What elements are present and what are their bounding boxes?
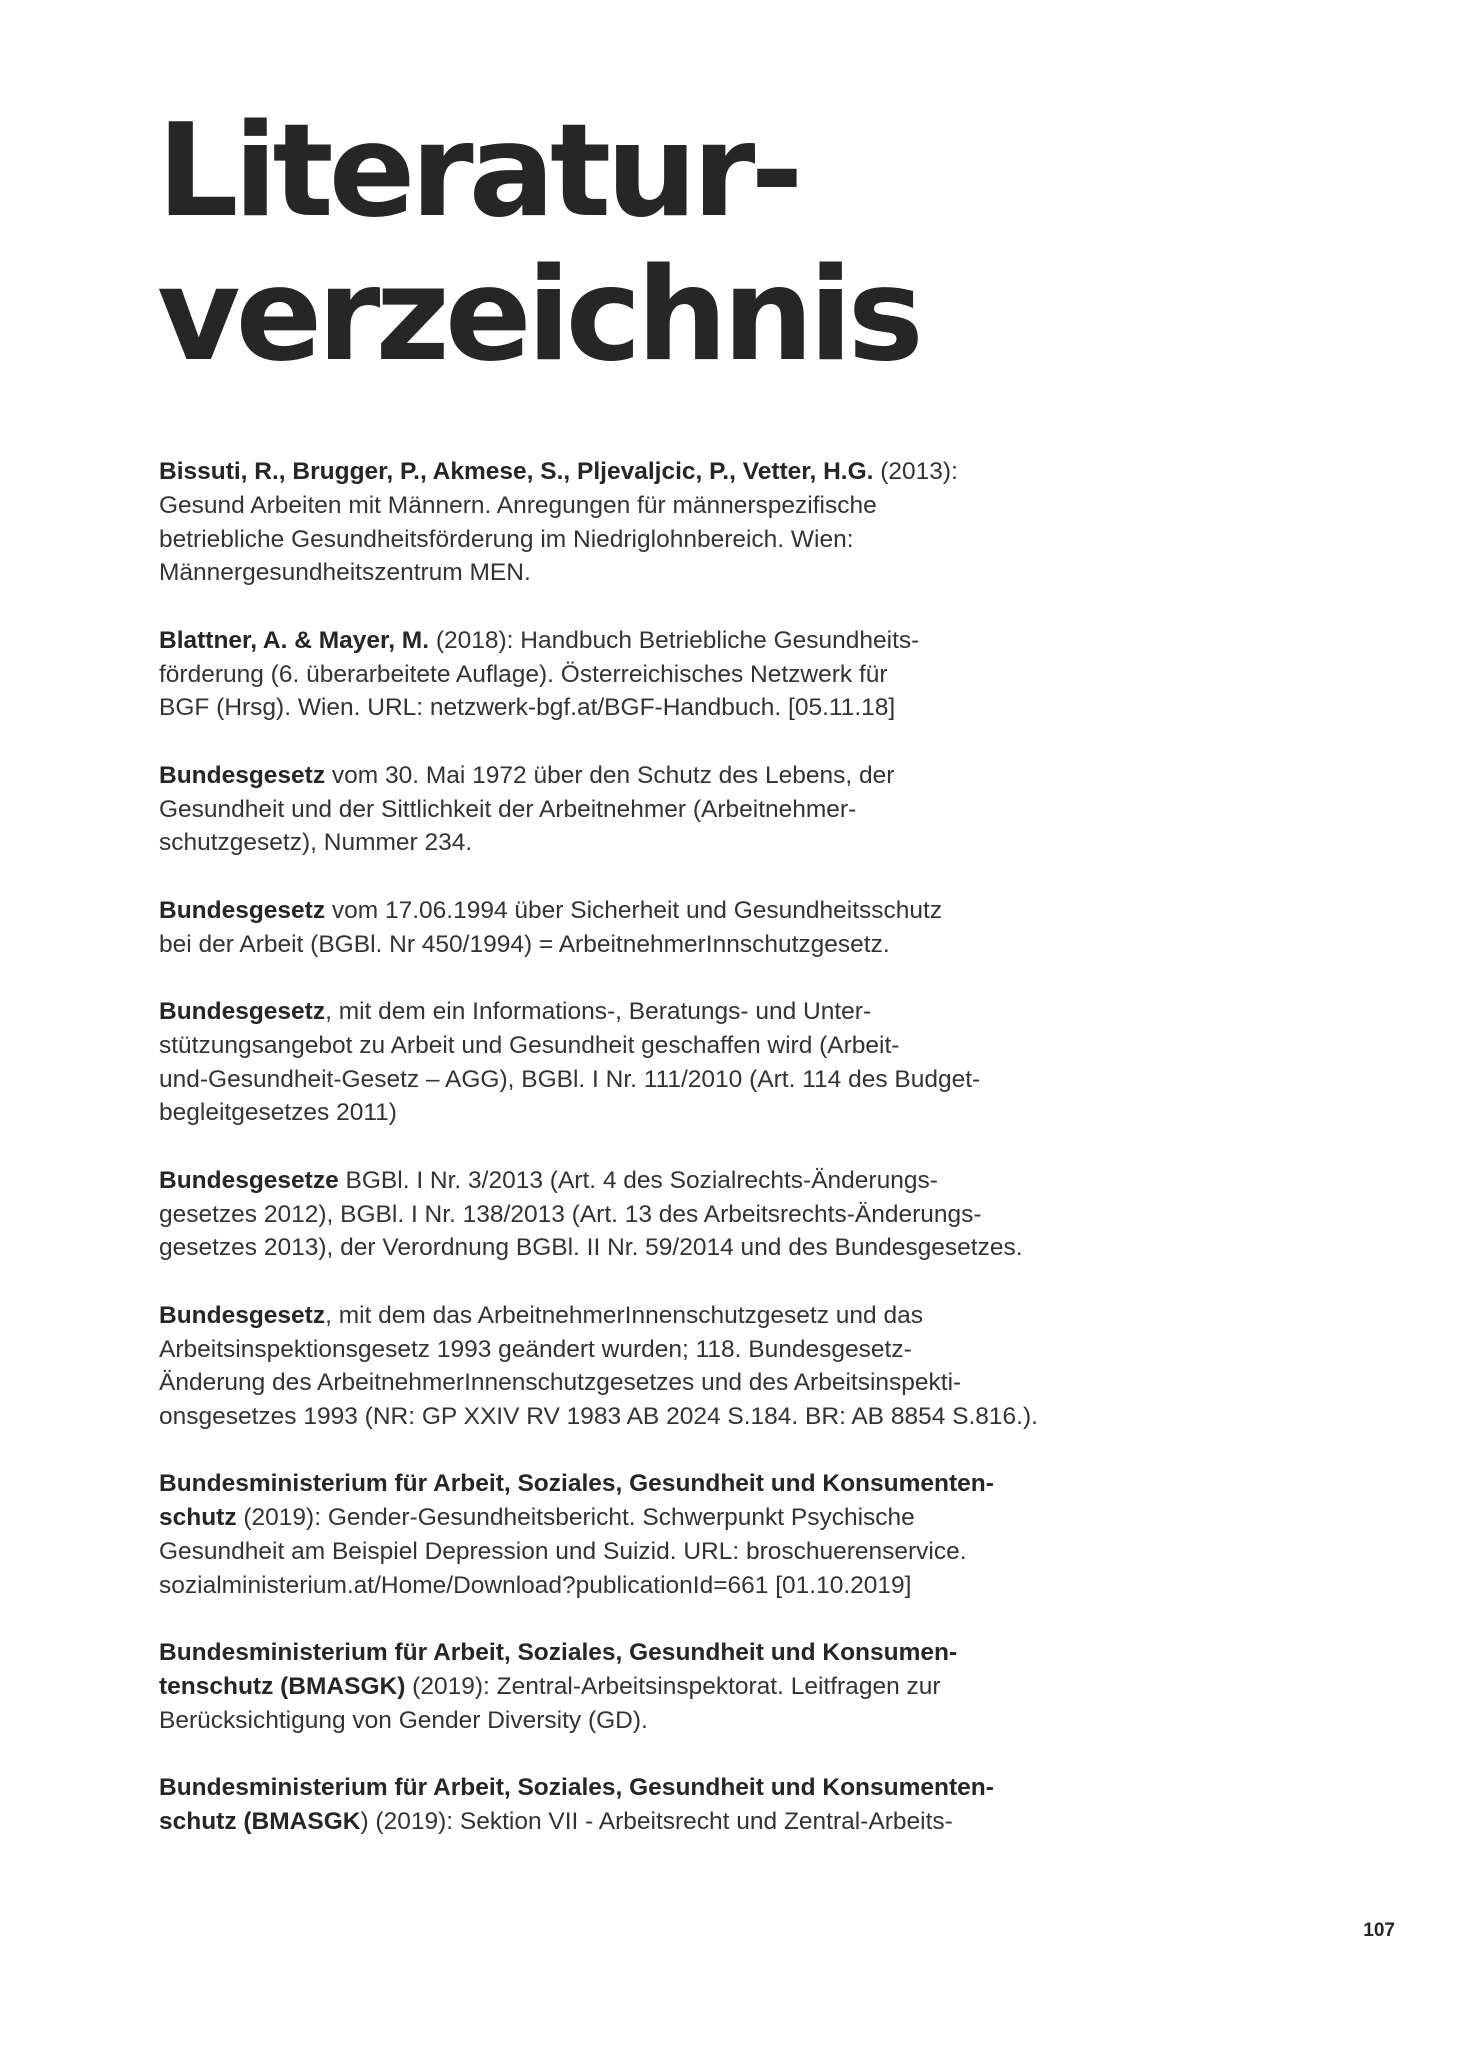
reference-text: vom 17.06.1994 über Sicherheit und Gesundheitsschutz [325, 896, 943, 924]
reference-entry [159, 894, 999, 962]
reference-text: (2013): [873, 458, 958, 485]
reference-text: ) (2019): Sektion VII - Arbeitsrecht und Zentral-Arbeits- [360, 1808, 953, 1836]
reference-line [159, 1771, 999, 1805]
reference-author: Bundesministerium für Arbeit, Soziales, Gesundheit und Konsumen- [159, 1639, 958, 1667]
reference-author: Bundesgesetz [159, 1301, 326, 1329]
reference-line [159, 1501, 999, 1535]
reference-text: (2019): Gender-Gesundheitsbericht. Schwerpunkt Psychische [236, 1504, 915, 1532]
reference-author: Bundesgesetz [159, 896, 326, 924]
reference-text: Gesund Arbeiten mit Männern. Anregungen für männerspezifische [159, 491, 877, 519]
reference-author: schutz (BMASGK [159, 1808, 361, 1836]
reference-author: Blattner, A. & Mayer, M. [159, 626, 430, 654]
reference-entry [159, 1299, 1038, 1434]
reference-text: bei der Arbeit (BGBl. Nr 450/1994) = ArbeitnehmerInnschutzgesetz. [159, 930, 890, 958]
reference-text: Männergesundheitszentrum MEN. [159, 559, 531, 587]
reference-author: Bundesgesetz [159, 761, 326, 789]
reference-line [159, 759, 999, 793]
reference-line [159, 1670, 999, 1704]
reference-text: Änderung des ArbeitnehmerInnenschutzgesetzes und des Arbeitsinspekti- [159, 1369, 962, 1397]
page-number: 107 [1363, 1920, 1395, 1941]
reference-line [159, 691, 999, 725]
reference-text: (2018): Handbuch Betriebliche Gesundheits- [429, 626, 920, 654]
reference-line [159, 1704, 999, 1738]
reference-text: BGF (Hrsg). Wien. URL: netzwerk-bgf.at/BGF-Handbuch. [05.11.18] [159, 694, 896, 722]
reference-line [159, 556, 999, 590]
reference-line [159, 1333, 999, 1367]
reference-author: Bundesministerium für Arbeit, Soziales, Gesundheit und Konsumenten- [159, 1774, 994, 1802]
reference-line [159, 928, 999, 962]
reference-entry [159, 759, 999, 860]
reference-line [159, 1096, 999, 1130]
reference-line [159, 1636, 999, 1670]
reference-text: onsgesetzes 1993 (NR: GP XXIV RV 1983 AB 2024 S.184. BR: AB 8854 S.816.). [159, 1403, 1038, 1431]
page-title-line-2: verzeichnis [157, 241, 919, 390]
reference-author: tenschutz (BMASGK) [159, 1673, 406, 1701]
reference-author: Bundesministerium für Arbeit, Soziales, Gesundheit und Konsumenten- [159, 1470, 994, 1498]
reference-list [159, 455, 1038, 1872]
reference-text: gesetzes 2012), BGBl. I Nr. 138/2013 (Art. 13 des Arbeitsrechts-Änderungs- [159, 1200, 982, 1228]
reference-line [159, 523, 999, 557]
reference-text: Gesundheit und der Sittlichkeit der Arbeitnehmer (Arbeitnehmer- [159, 795, 857, 823]
reference-text: betriebliche Gesundheitsförderung im Niedriglohnbereich. Wien: [159, 525, 854, 553]
reference-text: vom 30. Mai 1972 über den Schutz des Lebens, der [325, 761, 895, 789]
reference-entry [159, 1164, 1023, 1265]
reference-text: (2019): Zentral-Arbeitsinspektorat. Leitfragen zur [405, 1673, 941, 1701]
reference-text: stützungsangebot zu Arbeit und Gesundheit geschaffen wird (Arbeit- [159, 1031, 900, 1059]
reference-entry [159, 1467, 999, 1602]
reference-line [159, 1063, 999, 1097]
reference-line [159, 455, 999, 489]
reference-entry [159, 455, 999, 590]
reference-text: begleitgesetzes 2011) [159, 1099, 397, 1127]
reference-line [159, 793, 999, 827]
reference-line [159, 995, 999, 1029]
reference-text: gesetzes 2013), der Verordnung BGBl. II Nr. 59/2014 und des Bundesgesetzes. [159, 1234, 1023, 1262]
reference-text: Arbeitsinspektionsgesetz 1993 geändert wurden; 118. Bundesgesetz- [159, 1335, 912, 1363]
reference-line [159, 1198, 999, 1232]
reference-entry [159, 1636, 999, 1737]
reference-text: Berücksichtigung von Gender Diversity (GD). [159, 1706, 648, 1734]
reference-text: schutzgesetz), Nummer 234. [159, 829, 473, 857]
reference-entry [159, 624, 999, 725]
reference-text: sozialministerium.at/Home/Download?publicationId=661 [01.10.2019] [159, 1571, 912, 1599]
reference-text: förderung (6. überarbeitete Auflage). Österreichisches Netzwerk für [159, 660, 888, 688]
reference-line [159, 1164, 999, 1198]
reference-line [159, 1029, 999, 1063]
reference-line [159, 1400, 1038, 1434]
reference-author: Bundesgesetze [159, 1166, 339, 1194]
reference-entry [159, 995, 999, 1130]
page-title-line-1: Literatur- [157, 97, 799, 246]
reference-line [159, 1366, 999, 1400]
reference-author: Bundesgesetz [159, 997, 326, 1025]
reference-line [159, 624, 999, 658]
reference-text: , mit dem ein Informations-, Beratungs- und Unter- [325, 997, 872, 1025]
reference-line [159, 1535, 999, 1569]
reference-line [159, 1569, 999, 1603]
reference-line [159, 1299, 999, 1333]
page-title [157, 97, 919, 390]
reference-line [159, 826, 999, 860]
reference-line [159, 1805, 999, 1839]
reference-entry [159, 1771, 999, 1839]
reference-author: schutz [159, 1504, 237, 1532]
reference-text: und-Gesundheit-Gesetz – AGG), BGBl. I Nr. 111/2010 (Art. 114 des Budget- [159, 1065, 981, 1093]
reference-line [159, 658, 999, 692]
reference-text: , mit dem das ArbeitnehmerInnenschutzgesetz und das [325, 1301, 923, 1329]
reference-text: Gesundheit am Beispiel Depression und Suizid. URL: broschuerenservice. [159, 1538, 967, 1566]
reference-line [159, 489, 999, 523]
reference-line [159, 1467, 999, 1501]
reference-text: BGBl. I Nr. 3/2013 (Art. 4 des Sozialrechts-Änderungs- [338, 1166, 938, 1194]
reference-line [159, 1231, 1023, 1265]
reference-line [159, 894, 999, 928]
reference-author: Bissuti, R., Brugger, P., Akmese, S., Pljevaljcic, P., Vetter, H.G. [159, 458, 874, 485]
